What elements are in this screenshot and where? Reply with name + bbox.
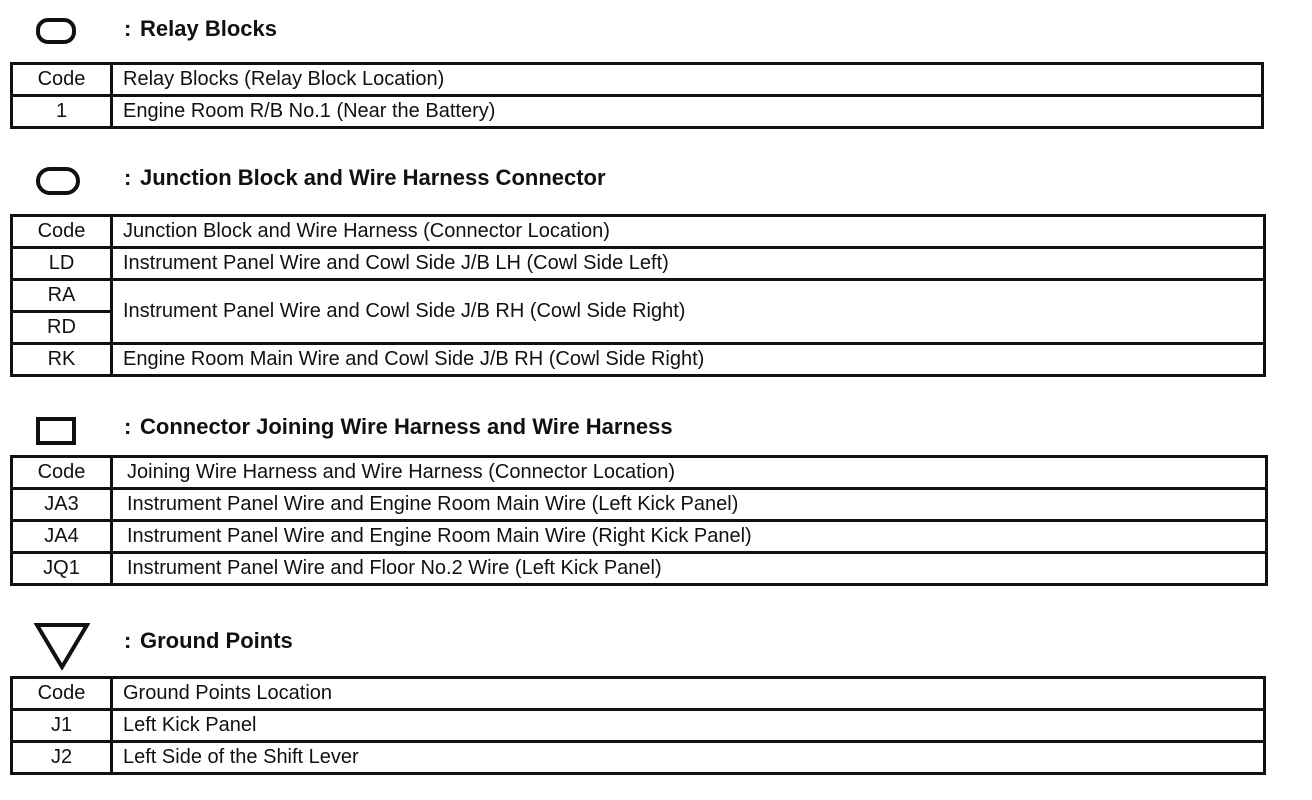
triangle-symbol-icon (34, 622, 90, 675)
desc-cell: Engine Room Main Wire and Cowl Side J/B RH (Cowl Side Right) (112, 344, 1265, 376)
table-header-row (12, 216, 1265, 248)
desc-cell: Instrument Panel Wire and Cowl Side J/B LH (Cowl Side Left) (112, 248, 1265, 280)
section-title: Connector Joining Wire Harness and Wire Harness (140, 414, 673, 439)
desc-cell: Instrument Panel Wire and Engine Room Main Wire (Right Kick Panel) (112, 521, 1267, 553)
code-header: Code (12, 678, 112, 710)
ground-points-table (10, 676, 1266, 775)
table-row (12, 742, 1265, 774)
section-header (10, 412, 1268, 448)
section-ground-points (10, 626, 1266, 768)
table-row (12, 521, 1267, 553)
desc-cell: Instrument Panel Wire and Engine Room Main Wire (Left Kick Panel) (112, 489, 1267, 521)
code-cell: 1 (12, 96, 112, 128)
code-cell: J2 (12, 742, 112, 774)
section-header (10, 163, 1266, 199)
code-cell: RA (12, 280, 112, 312)
table-row (12, 489, 1267, 521)
table-row (12, 96, 1263, 128)
table-header-row (12, 64, 1263, 96)
table-row (12, 710, 1265, 742)
colon: : (124, 165, 132, 190)
code-cell: J1 (12, 710, 112, 742)
section-relay-blocks (10, 14, 1266, 122)
code-cell: RK (12, 344, 112, 376)
rectangle-symbol-icon (36, 417, 76, 445)
colon: : (124, 628, 132, 653)
table-header-row (12, 678, 1265, 710)
code-cell: JA4 (12, 521, 112, 553)
desc-header: Ground Points Location (112, 678, 1265, 710)
code-header: Code (12, 64, 112, 96)
code-cell: RD (12, 312, 112, 344)
desc-cell: Left Kick Panel (112, 710, 1265, 742)
colon: : (124, 16, 132, 41)
desc-cell: Left Side of the Shift Lever (112, 742, 1265, 774)
code-header: Code (12, 457, 112, 489)
code-cell: LD (12, 248, 112, 280)
desc-header: Joining Wire Harness and Wire Harness (Connector Location) (112, 457, 1267, 489)
table-row (12, 248, 1265, 280)
rounded-rect-symbol-icon (36, 18, 76, 44)
table-row (12, 344, 1265, 376)
section-connector-joining (10, 412, 1268, 579)
connector-joining-table (10, 455, 1268, 586)
code-header: Code (12, 216, 112, 248)
table-row (12, 553, 1267, 585)
section-title: Relay Blocks (140, 16, 277, 41)
desc-header: Junction Block and Wire Harness (Connector Location) (112, 216, 1265, 248)
code-cell: JQ1 (12, 553, 112, 585)
desc-cell: Engine Room R/B No.1 (Near the Battery) (112, 96, 1263, 128)
section-header (10, 626, 1266, 662)
desc-cell: Instrument Panel Wire and Cowl Side J/B RH (Cowl Side Right) (112, 280, 1265, 344)
oval-symbol-icon (36, 167, 80, 195)
section-header (10, 14, 1266, 50)
code-cell: JA3 (12, 489, 112, 521)
table-row (12, 280, 1265, 312)
section-junction-block (10, 163, 1266, 370)
desc-cell: Instrument Panel Wire and Floor No.2 Wire (Left Kick Panel) (112, 553, 1267, 585)
relay-blocks-table (10, 62, 1264, 129)
junction-block-table (10, 214, 1266, 377)
section-title: Junction Block and Wire Harness Connector (140, 165, 606, 190)
table-header-row (12, 457, 1267, 489)
colon: : (124, 414, 132, 439)
section-title: Ground Points (140, 628, 293, 653)
desc-header: Relay Blocks (Relay Block Location) (112, 64, 1263, 96)
